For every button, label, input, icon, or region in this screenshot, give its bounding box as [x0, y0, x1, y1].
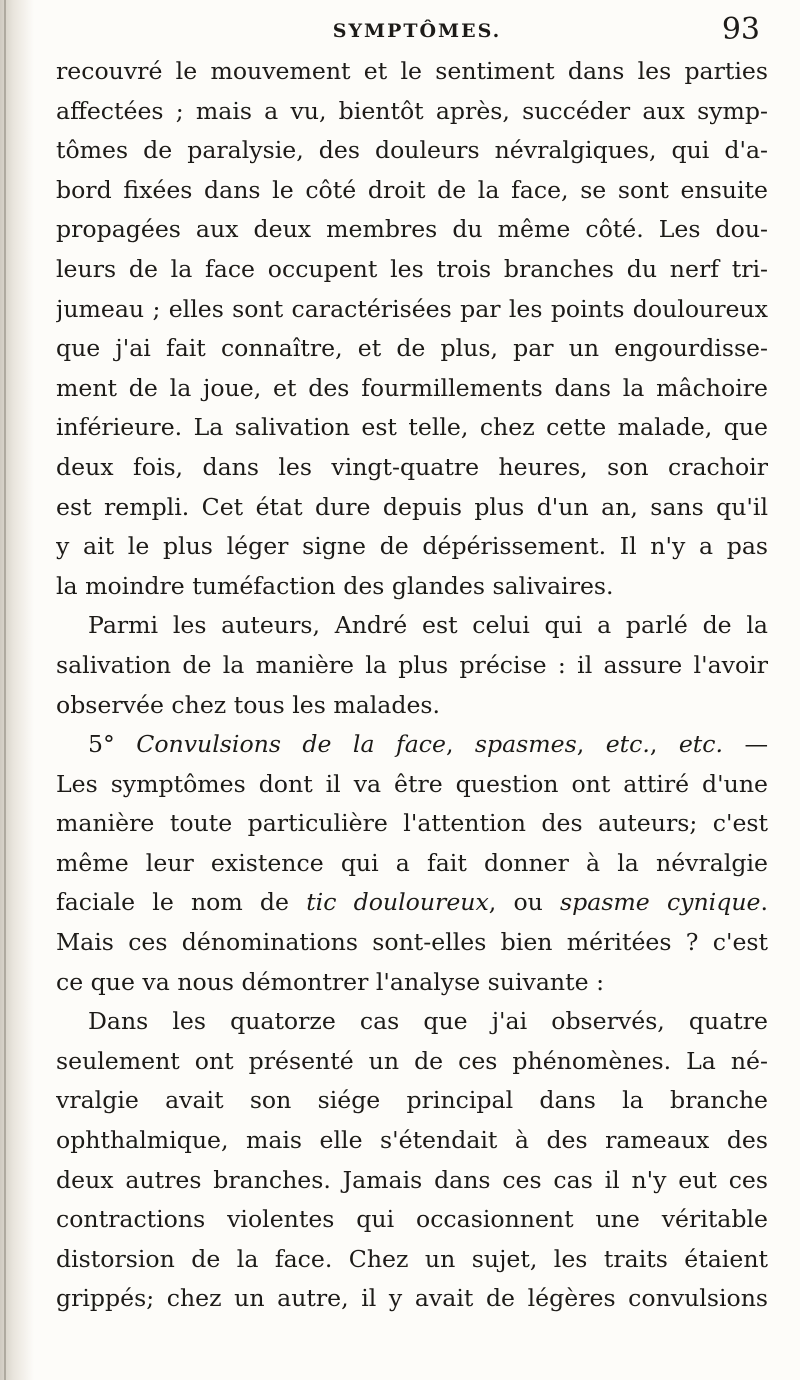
italic-text: etc.	[605, 730, 650, 759]
body-text	[56, 52, 768, 1319]
text-segment: ,	[649, 730, 679, 759]
text-segment: ,	[445, 730, 475, 759]
text-line: leurs de la face occupent les trois branches du nerf tri-	[56, 254, 768, 283]
text-line: ophthalmique, mais elle s'étendait à des rameaux des	[56, 1126, 768, 1155]
text-line: distorsion de la face. Chez un sujet, les traits étaient	[56, 1244, 768, 1273]
text-line: propagées aux deux membres du même côté. Les dou-	[56, 215, 768, 244]
text-segment: —	[723, 730, 768, 759]
italic-text: Convulsions de la face	[136, 730, 446, 759]
text-segment: faciale le nom de	[56, 888, 307, 917]
text-line: jumeau ; elles sont caractérisées par les points douloureux	[56, 294, 768, 323]
text-line: Dans les quatorze cas que j'ai observés, quatre	[88, 1007, 768, 1036]
text-segment: .	[760, 888, 768, 917]
text-line: Mais ces dénominations sont-elles bien méritées ? c'est	[56, 928, 768, 957]
text-line: inférieure. La salivation est telle, chez cette malade, que	[56, 413, 768, 442]
page-number: 93	[721, 12, 760, 47]
text-line: la moindre tuméfaction des glandes salivaires.	[56, 571, 614, 600]
text-line: est rempli. Cet état dure depuis plus d'un an, sans qu'il	[56, 492, 768, 521]
text-line: Parmi les auteurs, André est celui qui a parlé de la	[88, 611, 768, 640]
text-line: affectées ; mais a vu, bientôt après, succéder aux symp-	[56, 96, 768, 125]
text-line: contractions violentes qui occasionnent une véritable	[56, 1205, 768, 1234]
text-line: observée chez tous les malades.	[56, 690, 441, 719]
text-line: que j'ai fait connaître, et de plus, par un engourdisse-	[56, 334, 768, 363]
text-line: deux fois, dans les vingt-quatre heures, son crachoir	[56, 452, 768, 481]
text-line: tômes de paralysie, des douleurs névralgiques, qui d'a-	[56, 136, 768, 165]
running-title: SYMPTÔMES.	[332, 20, 502, 42]
running-header	[74, 14, 760, 48]
text-line: Les symptômes dont il va être question ont attiré d'une	[56, 769, 768, 798]
text-line: ment de la joue, et des fourmillements dans la mâchoire	[56, 373, 768, 402]
italic-text: tic douloureux	[306, 888, 489, 917]
text-line: manière toute particulière l'attention des auteurs; c'est	[56, 809, 768, 838]
text-line: vralgie avait son siége principal dans la branche	[56, 1086, 768, 1115]
text-line	[56, 725, 768, 765]
text-line: deux autres branches. Jamais dans ces cas il n'y eut ces	[56, 1165, 768, 1194]
text-segment: 5°	[88, 730, 137, 759]
text-line: grippés; chez un autre, il y avait de légères convulsions	[56, 1284, 768, 1313]
italic-text: spasme cynique	[560, 888, 761, 917]
text-segment: , ou	[488, 888, 561, 917]
text-line: y ait le plus léger signe de dépérissement. Il n'y a pas	[56, 532, 768, 561]
italic-text: etc.	[678, 730, 723, 759]
text-line: seulement ont présenté un de ces phénomènes. La né-	[56, 1046, 768, 1075]
italic-text: spasmes	[474, 730, 577, 759]
text-line: bord fixées dans le côté droit de la face, se sont ensuite	[56, 175, 768, 204]
binding-gutter-line	[4, 0, 6, 1380]
text-line: même leur existence qui a fait donner à la névralgie	[56, 848, 768, 877]
text-line: ce que va nous démontrer l'analyse suivante :	[56, 967, 605, 996]
text-line	[56, 883, 768, 923]
text-line: recouvré le mouvement et le sentiment dans les parties	[56, 57, 768, 85]
text-line: salivation de la manière la plus précise : il assure l'avoir	[56, 650, 768, 679]
text-segment: ,	[576, 730, 606, 759]
